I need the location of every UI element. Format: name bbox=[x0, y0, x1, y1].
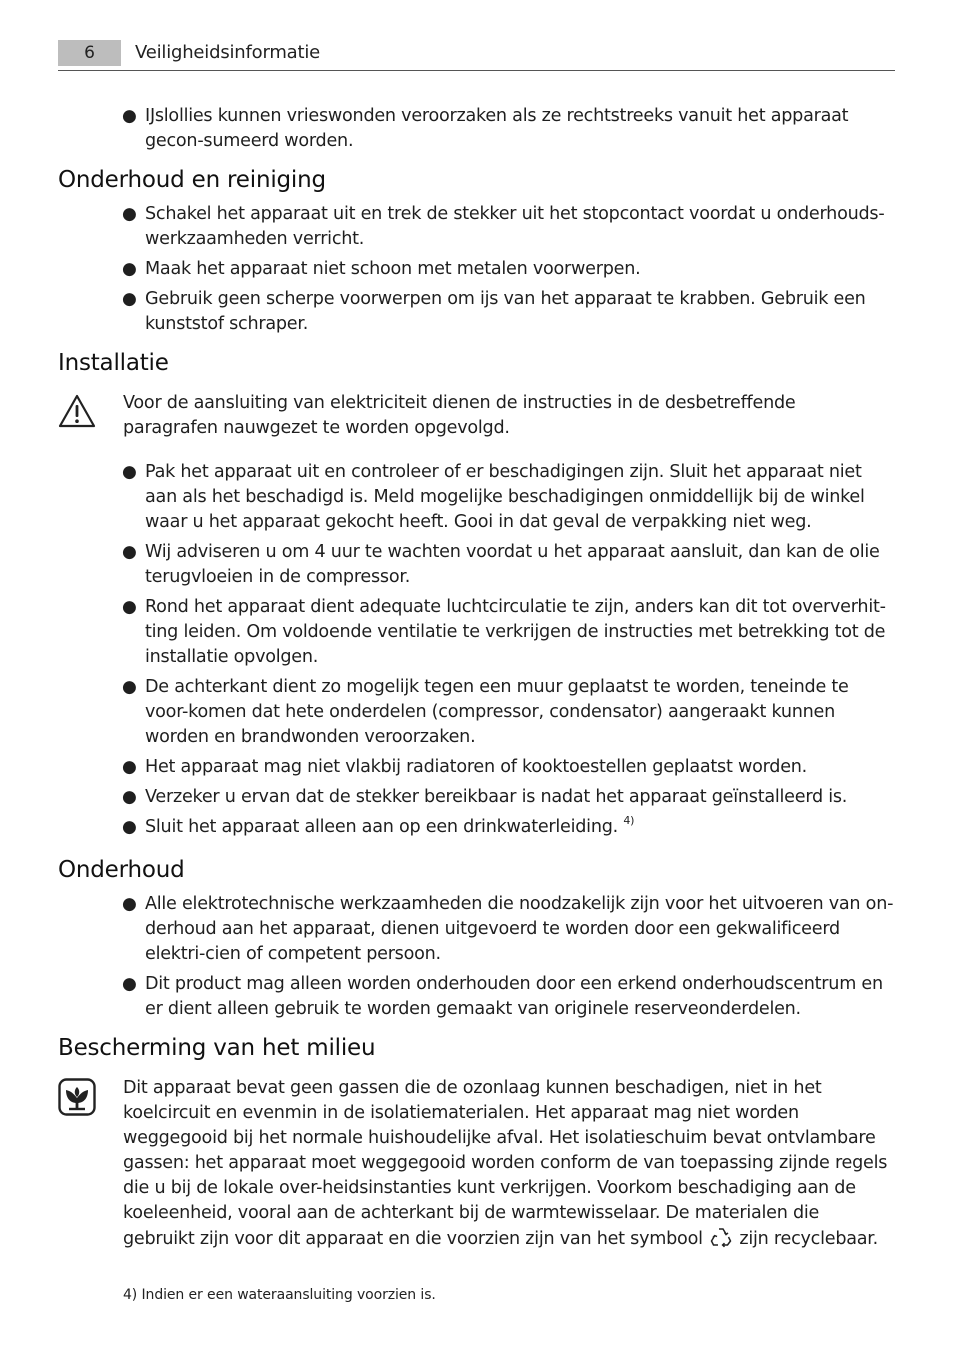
list-item-text: IJslollies kunnen vrieswonden veroorzaken als ze rechtstreeks vanuit het apparaat gecon-sumeerd worden. bbox=[145, 106, 849, 151]
heading-installation: Installatie bbox=[58, 350, 169, 376]
list-item-text-main: Sluit het apparaat alleen aan op een drinkwaterleiding. bbox=[145, 817, 618, 837]
list-item-text: Pak het apparaat uit en controleer of er beschadigingen zijn. Sluit het apparaat niet aan als het beschadigd is. Meld mogelijke beschadigingen onmiddellijk bij de winkel waar u het apparaat gekocht heeft. Gooi in dat geval de verpakking niet weg. bbox=[145, 462, 865, 532]
bullet-icon: ● bbox=[122, 289, 137, 309]
bullet-icon: ● bbox=[122, 757, 137, 777]
footnote-ref[interactable]: 4) bbox=[623, 814, 635, 827]
list-item bbox=[122, 892, 894, 967]
bullet-icon: ● bbox=[122, 677, 137, 697]
bullet-icon: ● bbox=[122, 894, 137, 914]
page-header bbox=[58, 40, 895, 71]
recycle-icon bbox=[710, 1226, 732, 1256]
bullet-icon: ● bbox=[122, 462, 137, 482]
heading-environment: Bescherming van het milieu bbox=[58, 1035, 376, 1061]
bullet-icon: ● bbox=[122, 974, 137, 994]
list-item-text: Rond het apparaat dient adequate luchtcirculatie te zijn, anders kan dit tot oververhit-ting leiden. Om voldoende ventilatie te verkrijgen de instructies met betrekking tot de installatie opvolgen. bbox=[145, 597, 886, 667]
list-item bbox=[122, 202, 894, 252]
environment-text-end: zijn recyclebaar. bbox=[739, 1229, 879, 1249]
list-item-text: Wij adviseren u om 4 uur te wachten voordat u het apparaat aansluit, dan kan de olie terugvloeien in de compressor. bbox=[145, 542, 880, 587]
heading-maintenance-cleaning: Onderhoud en reiniging bbox=[58, 167, 326, 193]
environment-text-main: Dit apparaat bevat geen gassen die de ozonlaag kunnen beschadigen, niet in het koelcircuit en evenmin in de isolatiematerialen. Het apparaat mag niet worden weggegooid bij het normale huishoudelijke afval. Het isolatieschuim bevat ontvlambare gassen: het apparaat moet weggegooid worden conform de van toepassing zijnde regels die u bij de lokale over-heidsinstanties kunt verkrijgen. Voorkom beschadiging aan de koeleenheid, vooral aan de achterkant bij de warmtewisselaar. De materialen die gebruikt zijn voor dit apparaat en die voorzien zijn van het symbool bbox=[123, 1078, 888, 1249]
bullet-icon: ● bbox=[122, 106, 137, 126]
list-item-text: De achterkant dient zo mogelijk tegen een muur geplaatst te worden, teneinde te voor-komen dat hete onderdelen (compressor, condensator) aangeraakt kunnen worden en brandwonden veroorzaken. bbox=[145, 677, 849, 747]
heading-maintenance: Onderhoud bbox=[58, 857, 185, 883]
list-item bbox=[122, 815, 894, 840]
bullet-icon: ● bbox=[122, 204, 137, 224]
bullet-icon: ● bbox=[122, 259, 137, 279]
environment-icon bbox=[58, 1078, 96, 1120]
list-item bbox=[122, 540, 894, 590]
list-item bbox=[122, 972, 894, 1022]
list-item bbox=[122, 675, 894, 750]
list-item-text: Gebruik geen scherpe voorwerpen om ijs van het apparaat te krabben. Gebruik een kunststof schraper. bbox=[145, 289, 866, 334]
list-item bbox=[122, 460, 894, 535]
bullet-icon: ● bbox=[122, 787, 137, 807]
list-item-text bbox=[145, 815, 894, 840]
list-item bbox=[122, 257, 894, 282]
list-item-text: Schakel het apparaat uit en trek de stekker uit het stopcontact voordat u onderhouds-werkzaamheden verricht. bbox=[145, 204, 885, 249]
list-item-text: Dit product mag alleen worden onderhouden door een erkend onderhoudscentrum en er dient alleen gebruik te worden gemaakt van originele reserveonderdelen. bbox=[145, 974, 883, 1019]
list-item-text: Maak het apparaat niet schoon met metalen voorwerpen. bbox=[145, 259, 641, 279]
list-item bbox=[122, 104, 894, 154]
environment-text bbox=[123, 1076, 895, 1256]
list-item bbox=[122, 595, 894, 670]
section-title: Veiligheidsinformatie bbox=[135, 42, 321, 63]
list-item-text: Het apparaat mag niet vlakbij radiatoren of kooktoestellen geplaatst worden. bbox=[145, 757, 808, 777]
list-item bbox=[122, 287, 894, 337]
bullet-icon: ● bbox=[122, 597, 137, 617]
list-item bbox=[122, 785, 894, 810]
warning-triangle-icon bbox=[58, 394, 96, 432]
list-item bbox=[122, 755, 894, 780]
list-item-text: Alle elektrotechnische werkzaamheden die noodzakelijk zijn voor het uitvoeren van on-derhoud aan het apparaat, dienen uitgevoerd te worden door een gekwalificeerd elektri-cien of competent persoon. bbox=[145, 894, 894, 964]
footnote: 4) Indien er een wateraansluiting voorzien is. bbox=[123, 1287, 436, 1303]
page-number: 6 bbox=[58, 40, 121, 66]
list-item-text: Verzeker u ervan dat de stekker bereikbaar is nadat het apparaat geïnstalleerd is. bbox=[145, 787, 848, 807]
bullet-icon: ● bbox=[122, 817, 137, 837]
bullet-icon: ● bbox=[122, 542, 137, 562]
warning-text: Voor de aansluiting van elektriciteit dienen de instructies in de desbetreffende paragrafen nauwgezet te worden opgevolgd. bbox=[123, 393, 796, 438]
